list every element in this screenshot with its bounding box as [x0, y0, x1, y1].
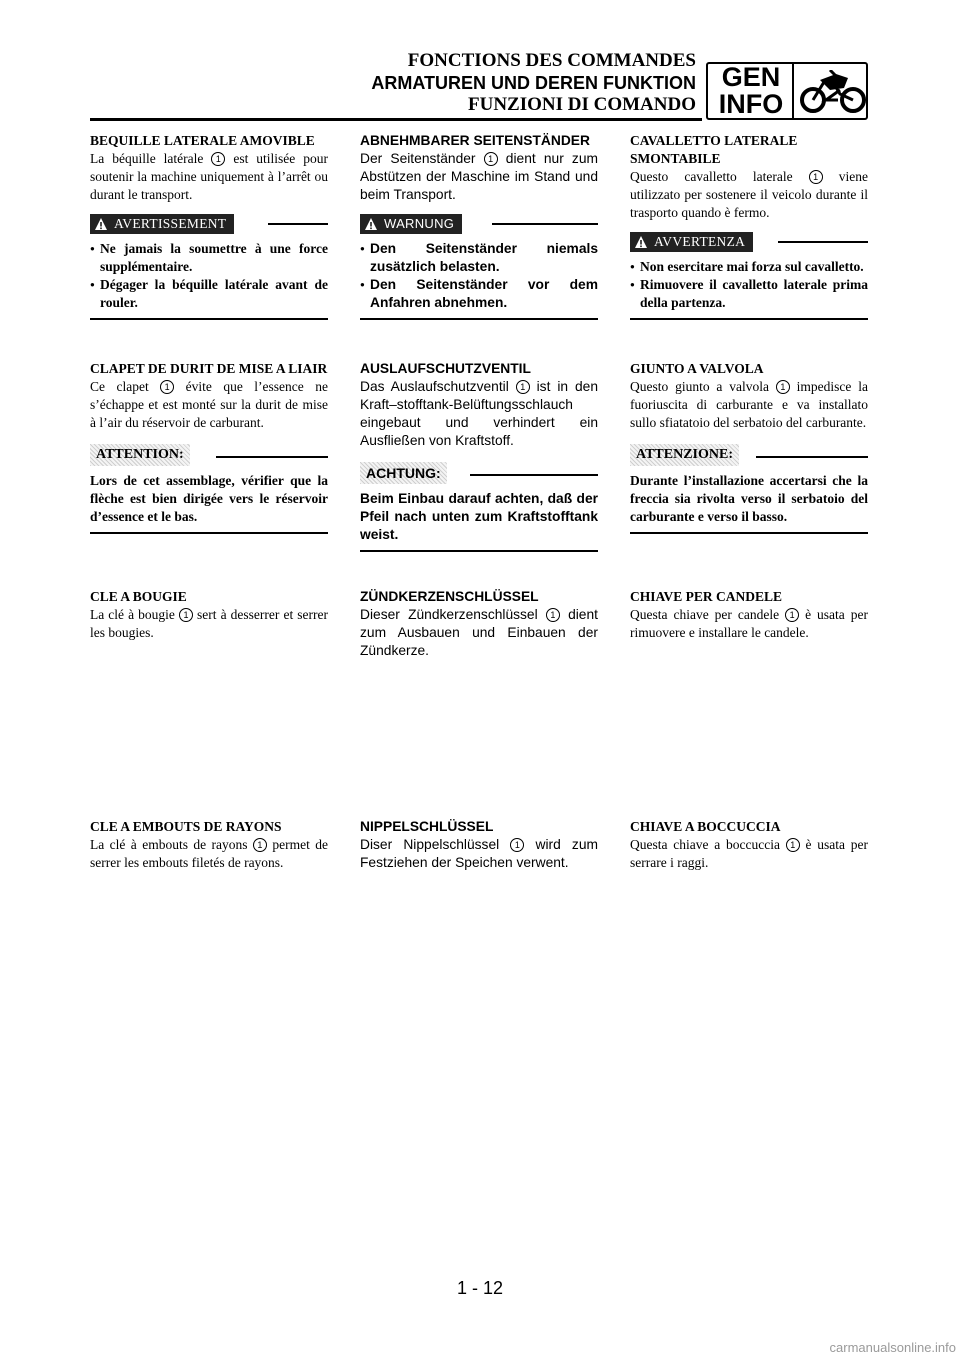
warning-item: ● Dégager la béquille latérale avant de rouler.	[90, 276, 328, 312]
badge-line-info: INFO	[718, 89, 784, 119]
attention-rule	[216, 456, 328, 458]
attention-rule	[470, 474, 598, 476]
section-title: CLE A BOUGIE	[90, 589, 187, 604]
body-text: dient zum Ausbauen und Einbauen der Zündkerze.	[360, 607, 598, 658]
body-text: Der Seitenständer	[360, 151, 484, 166]
body-text: sert à desserrer et serrer les bougies.	[90, 607, 328, 640]
warning-rule	[778, 241, 868, 243]
body-text: Questa chiave a boccuccia	[630, 837, 786, 852]
header-titles	[371, 50, 696, 116]
body-text: Questo cavalletto laterale	[630, 169, 809, 184]
warning-label-text: AVVERTENZA	[654, 234, 746, 249]
body-text: wird zum Festziehen der Speichen verwent.	[360, 837, 598, 870]
callout-number: 1	[510, 838, 524, 852]
attention-label: ATTENTION:	[90, 444, 190, 466]
body-text: Ce clapet	[90, 379, 161, 394]
warning-item: ● Den Seitenständer vor dem Anfahren abnehmen.	[360, 276, 598, 312]
body-text: ist in den Kraft–stofftank-Belüftungsschlauch eingebaut und verhindert ein Ausfließen von Kraftstoff.	[360, 379, 598, 448]
callout-number: 1	[253, 838, 267, 852]
section-body	[360, 606, 598, 660]
warning-label	[90, 214, 234, 234]
warning-icon	[634, 235, 648, 249]
section-title: ABNEHMBARER SEITENSTÄNDER	[360, 133, 590, 148]
callout-number: 1	[516, 380, 530, 394]
section-title: CAVALLETTO LATERALE SMONTABILE	[630, 133, 798, 166]
warning-item: ● Ne jamais la soumettre à une force supplémentaire.	[90, 240, 328, 276]
warning-rule	[492, 223, 598, 225]
warning-item: ● Non esercitare mai forza sul cavalletto.	[630, 258, 868, 276]
body-text: dient nur zum Abstützen der Maschine im Stand und beim Transport.	[360, 151, 598, 202]
body-text: Dieser Zündkerzenschlüssel	[360, 607, 546, 622]
section-title: CLE A EMBOUTS DE RAYONS	[90, 819, 282, 834]
warning-box	[630, 232, 868, 320]
section-body	[90, 606, 328, 642]
body-text: è usata per rimuovere e installare le candele.	[630, 607, 869, 640]
callout-number: 1	[160, 380, 174, 394]
attention-end-rule	[360, 550, 598, 552]
section-body	[630, 606, 868, 642]
warning-label-text: WARNUNG	[384, 216, 455, 231]
callout-number: 1	[546, 608, 560, 622]
warning-box	[360, 214, 598, 320]
section-side-stand-it	[630, 132, 868, 320]
section-title: GIUNTO A VALVOLA	[630, 361, 764, 376]
section-body	[90, 150, 328, 204]
section-body	[630, 836, 868, 872]
section-valve-de	[360, 360, 598, 552]
callout-number: 1	[809, 170, 823, 184]
warning-label	[360, 214, 462, 234]
callout-number: 1	[179, 608, 193, 622]
section-plug-wrench-de	[360, 588, 598, 660]
body-text: La clé à bougie	[90, 607, 179, 622]
warning-label-text: AVERTISSEMENT	[114, 216, 227, 231]
callout-number: 1	[786, 838, 800, 852]
warning-list	[360, 240, 598, 312]
section-valve-it	[630, 360, 868, 534]
section-side-stand-fr	[90, 132, 328, 320]
body-text: viene utilizzato per sostenere il veicolo durante il trasporto quando è fermo.	[630, 169, 868, 220]
section-title: BEQUILLE LATERALE AMOVIBLE	[90, 133, 315, 148]
attention-end-rule	[90, 532, 328, 534]
attention-end-rule	[630, 532, 868, 534]
body-text: permet de serrer les embouts filetés de rayons.	[90, 837, 328, 870]
gen-info-badge	[706, 62, 868, 120]
attention-text: Durante l’installazione accertarsi che la freccia sia rivolta verso il serbatoio del carburante e verso il basso.	[630, 473, 868, 524]
header-rule	[90, 118, 702, 121]
section-title: CHIAVE A BOCCUCCIA	[630, 819, 781, 834]
attention-label: ATTENZIONE:	[630, 444, 739, 466]
section-valve-fr	[90, 360, 328, 534]
attention-rule	[756, 456, 868, 458]
warning-item: ● Den Seitenständer niemals zusätzlich belasten.	[360, 240, 598, 276]
section-title: AUSLAUFSCHUTZVENTIL	[360, 361, 531, 376]
callout-number: 1	[776, 380, 790, 394]
body-text: est utilisée pour soutenir la machine uniquement à l’arrêt ou durant le transport.	[90, 151, 328, 202]
body-text: évite que l’essence ne s’échappe et est monté sur la durit de mise à l’air du réservoir de carburant.	[90, 379, 328, 430]
section-plug-wrench-fr	[90, 588, 328, 642]
warning-icon	[364, 217, 378, 231]
section-title: ZÜNDKERZENSCHLÜSSEL	[360, 589, 539, 604]
warning-item: ● Rimuovere il cavalletto laterale prima della partenza.	[630, 276, 868, 312]
section-side-stand-de	[360, 132, 598, 320]
attention-box	[360, 462, 598, 552]
section-body	[360, 378, 598, 450]
section-nipple-wrench-it	[630, 818, 868, 872]
section-title: NIPPELSCHLÜSSEL	[360, 819, 494, 834]
badge-text	[712, 64, 790, 118]
page-number: 1 - 12	[456, 1278, 504, 1298]
header-title-it: FUNZIONI DI COMANDO	[468, 94, 696, 115]
section-title: CLAPET DE DURIT DE MISE A LIAIR	[90, 361, 328, 376]
body-text: Questo giunto a valvola	[630, 379, 776, 394]
warning-list	[630, 258, 868, 312]
motorcycle-icon	[800, 70, 866, 114]
section-body	[630, 168, 868, 222]
warning-end-rule	[360, 318, 598, 320]
section-body	[360, 836, 598, 872]
section-body	[90, 836, 328, 872]
warning-icon	[94, 217, 108, 231]
badge-line-gen: GEN	[721, 62, 781, 92]
badge-divider	[792, 64, 794, 118]
callout-number: 1	[484, 152, 498, 166]
body-text: La clé à embouts de rayons	[90, 837, 253, 852]
callout-number: 1	[785, 608, 799, 622]
warning-end-rule	[90, 318, 328, 320]
body-text: Das Auslaufschutzventil	[360, 379, 516, 394]
section-title: CHIAVE PER CANDELE	[630, 589, 783, 604]
body-text: Diser Nippelschlüssel	[360, 837, 511, 852]
section-body	[90, 378, 328, 432]
warning-label	[630, 232, 753, 252]
attention-text: Lors de cet assemblage, vérifier que la flèche est bien dirigée vers le réservoir d’essence et le bas.	[90, 473, 328, 524]
watermark: carmanualsonline.info	[829, 1340, 956, 1355]
section-nipple-wrench-fr	[90, 818, 328, 872]
body-text: La béquille latérale	[90, 151, 212, 166]
attention-label: ACHTUNG:	[360, 462, 447, 484]
section-body	[360, 150, 598, 204]
section-body	[630, 378, 868, 432]
warning-box	[90, 214, 328, 320]
warning-rule	[268, 223, 328, 225]
section-plug-wrench-it	[630, 588, 868, 642]
attention-box	[630, 444, 868, 534]
body-text: Questa chiave per candele	[630, 607, 786, 622]
body-text: impedisce la fuoriuscita di carburante e va installato sullo sfiatatoio del serbatoio del carburante.	[630, 379, 868, 430]
callout-number: 1	[211, 152, 225, 166]
warning-list	[90, 240, 328, 312]
warning-end-rule	[630, 318, 868, 320]
attention-text: Beim Einbau darauf achten, daß der Pfeil nach unten zum Kraftstofftank weist.	[360, 491, 598, 542]
attention-box	[90, 444, 328, 534]
header-title-de: ARMATUREN UND DEREN FUNKTION	[371, 73, 696, 93]
body-text: è usata per serrare i raggi.	[630, 837, 868, 870]
section-nipple-wrench-de	[360, 818, 598, 872]
header-title-fr: FONCTIONS DES COMMANDES	[407, 50, 696, 71]
